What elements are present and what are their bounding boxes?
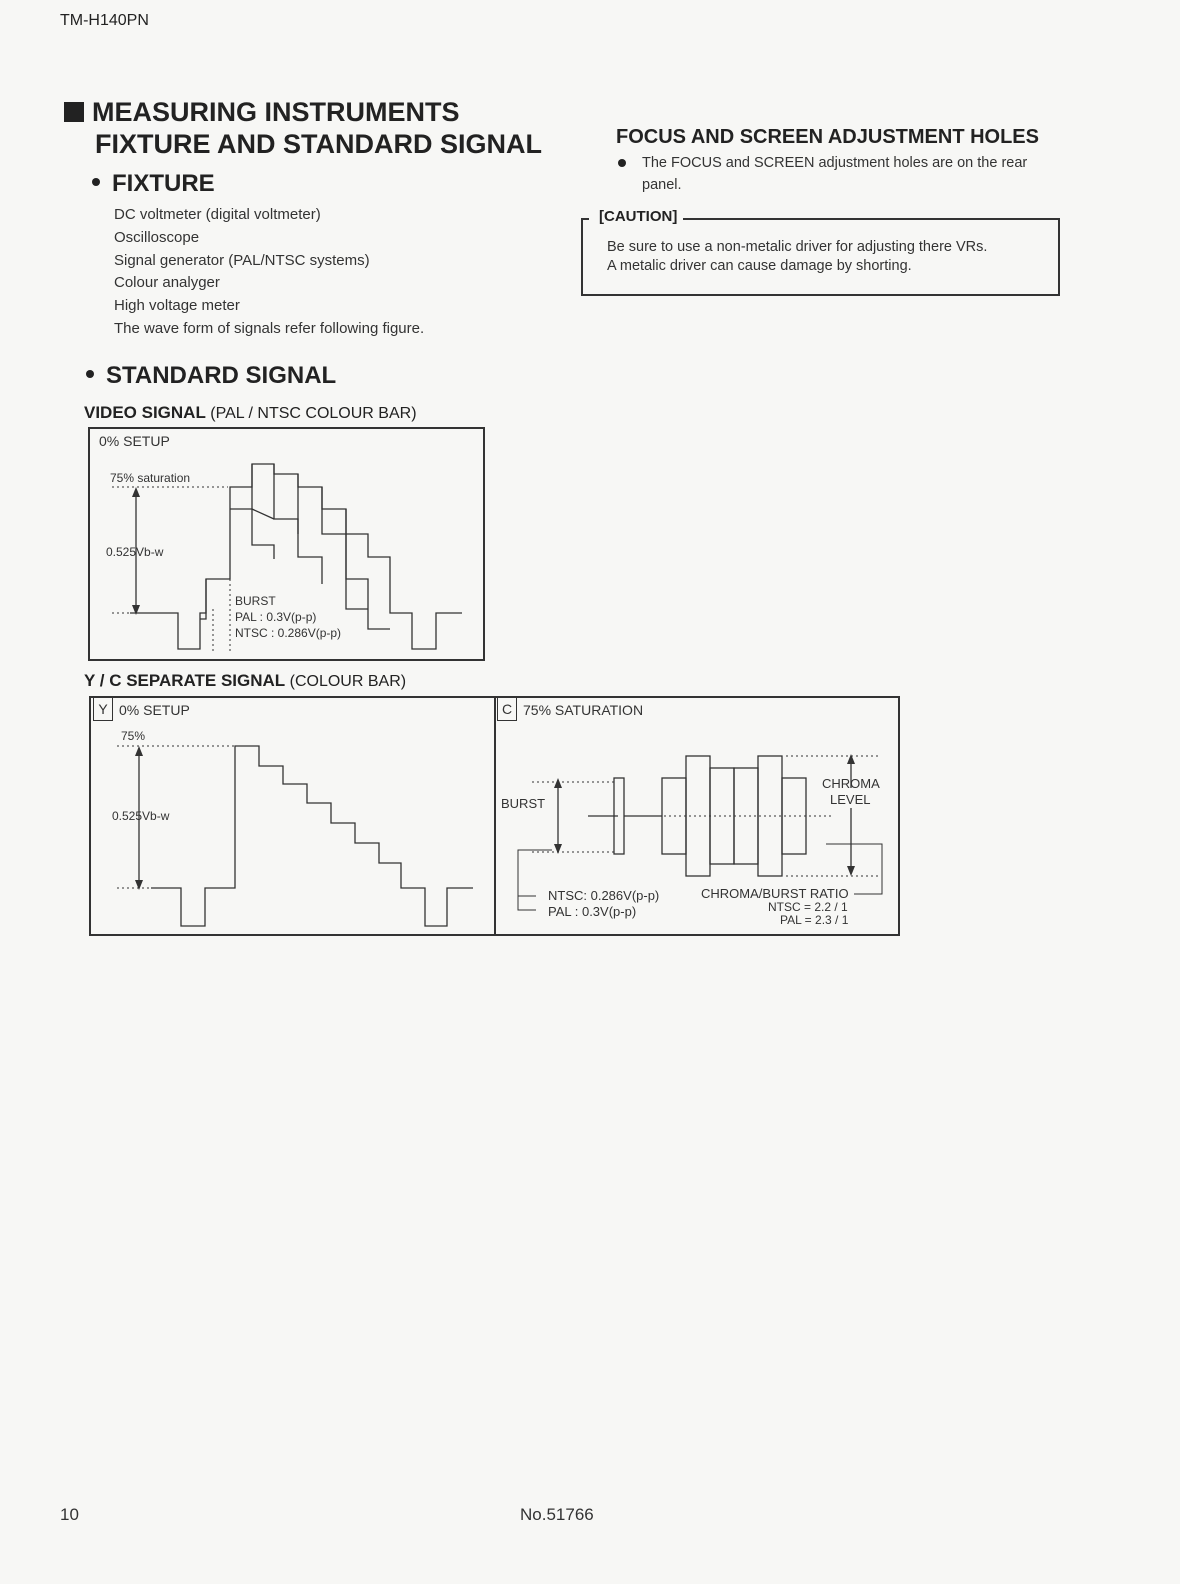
section-title-line2: FIXTURE AND STANDARD SIGNAL	[95, 129, 542, 159]
video-waveform	[90, 429, 483, 659]
list-item: Signal generator (PAL/NTSC systems)	[114, 251, 370, 269]
chroma-level-label-1: CHROMA	[822, 776, 880, 791]
focus-heading: FOCUS AND SCREEN ADJUSTMENT HOLES	[616, 126, 1039, 148]
caution-body	[607, 238, 987, 275]
section-title	[64, 96, 542, 160]
fixture-list	[114, 204, 424, 341]
list-item: Oscilloscope	[114, 228, 200, 246]
focus-bullet-text: The FOCUS and SCREEN adjustment holes are on the rear panel.	[642, 155, 1028, 193]
yc-signal-sublabel: (COLOUR BAR)	[289, 673, 407, 690]
list-item: DC voltmeter (digital voltmeter)	[114, 206, 321, 223]
y-level-label: 75%	[121, 729, 146, 743]
standard-signal-heading	[86, 362, 336, 390]
y-tag: Y	[93, 698, 113, 721]
square-bullet-icon	[64, 102, 84, 122]
page-number: 10	[60, 1505, 79, 1524]
y-waveform	[91, 698, 491, 934]
bullet-icon	[618, 159, 626, 167]
list-item: Colour analyger	[114, 274, 220, 292]
c-waveform	[496, 698, 901, 934]
caution-border-left	[581, 218, 589, 220]
yc-signal-title: Y / C SEPARATE SIGNAL	[84, 671, 285, 690]
y-setup-label: 0% SETUP	[119, 702, 190, 718]
yc-signal-label	[84, 671, 406, 691]
video-signal-sublabel: (PAL / NTSC COLOUR BAR)	[210, 405, 417, 422]
ratio-title: CHROMA/BURST RATIO	[701, 886, 849, 901]
ratio-ntsc: NTSC = 2.2 / 1	[768, 900, 848, 914]
bullet-icon	[86, 370, 94, 378]
amplitude-label: 0.525Vb-w	[106, 545, 164, 559]
caution-line-2: A metalic driver can cause damage by shorting.	[607, 257, 912, 274]
y-amplitude-label: 0.525Vb-w	[112, 809, 170, 823]
caution-title: [CAUTION]	[595, 208, 681, 225]
fixture-heading-text: FIXTURE	[112, 170, 215, 197]
focus-bullet	[618, 152, 1068, 196]
burst-pal-label: PAL : 0.3V(p-p)	[235, 610, 317, 624]
c-saturation-label: 75% SATURATION	[523, 702, 644, 718]
section-title-line1: MEASURING INSTRUMENTS	[92, 97, 460, 127]
chroma-level-label-2: LEVEL	[830, 792, 871, 807]
video-signal-title: VIDEO SIGNAL	[84, 403, 206, 422]
yc-signal-diagram	[89, 696, 900, 936]
ntsc-burst-label: NTSC: 0.286V(p-p)	[548, 888, 660, 903]
document-number: No.51766	[520, 1505, 594, 1524]
list-item: The wave form of signals refer following figure.	[114, 319, 425, 337]
video-setup-label: 0% SETUP	[99, 433, 170, 449]
model-number: TM-H140PN	[60, 12, 149, 29]
caution-line-1: Be sure to use a non-metalic driver for adjusting there VRs.	[607, 239, 988, 255]
c-tag: C	[497, 698, 517, 721]
video-signal-diagram	[88, 427, 485, 661]
pal-burst-label: PAL : 0.3V(p-p)	[548, 904, 637, 919]
caution-box	[581, 208, 1060, 296]
caution-border-top	[683, 218, 1060, 220]
c-burst-label: BURST	[501, 796, 546, 811]
standard-signal-heading-text: STANDARD SIGNAL	[106, 362, 337, 389]
fixture-heading	[92, 170, 215, 198]
ratio-pal: PAL = 2.3 / 1	[780, 913, 849, 927]
bullet-icon	[92, 178, 100, 186]
saturation-label: 75% saturation	[110, 471, 191, 485]
burst-label: BURST	[235, 594, 276, 608]
video-signal-label	[84, 403, 417, 423]
burst-ntsc-label: NTSC : 0.286V(p-p)	[235, 626, 342, 640]
list-item: High voltage meter	[114, 297, 240, 315]
